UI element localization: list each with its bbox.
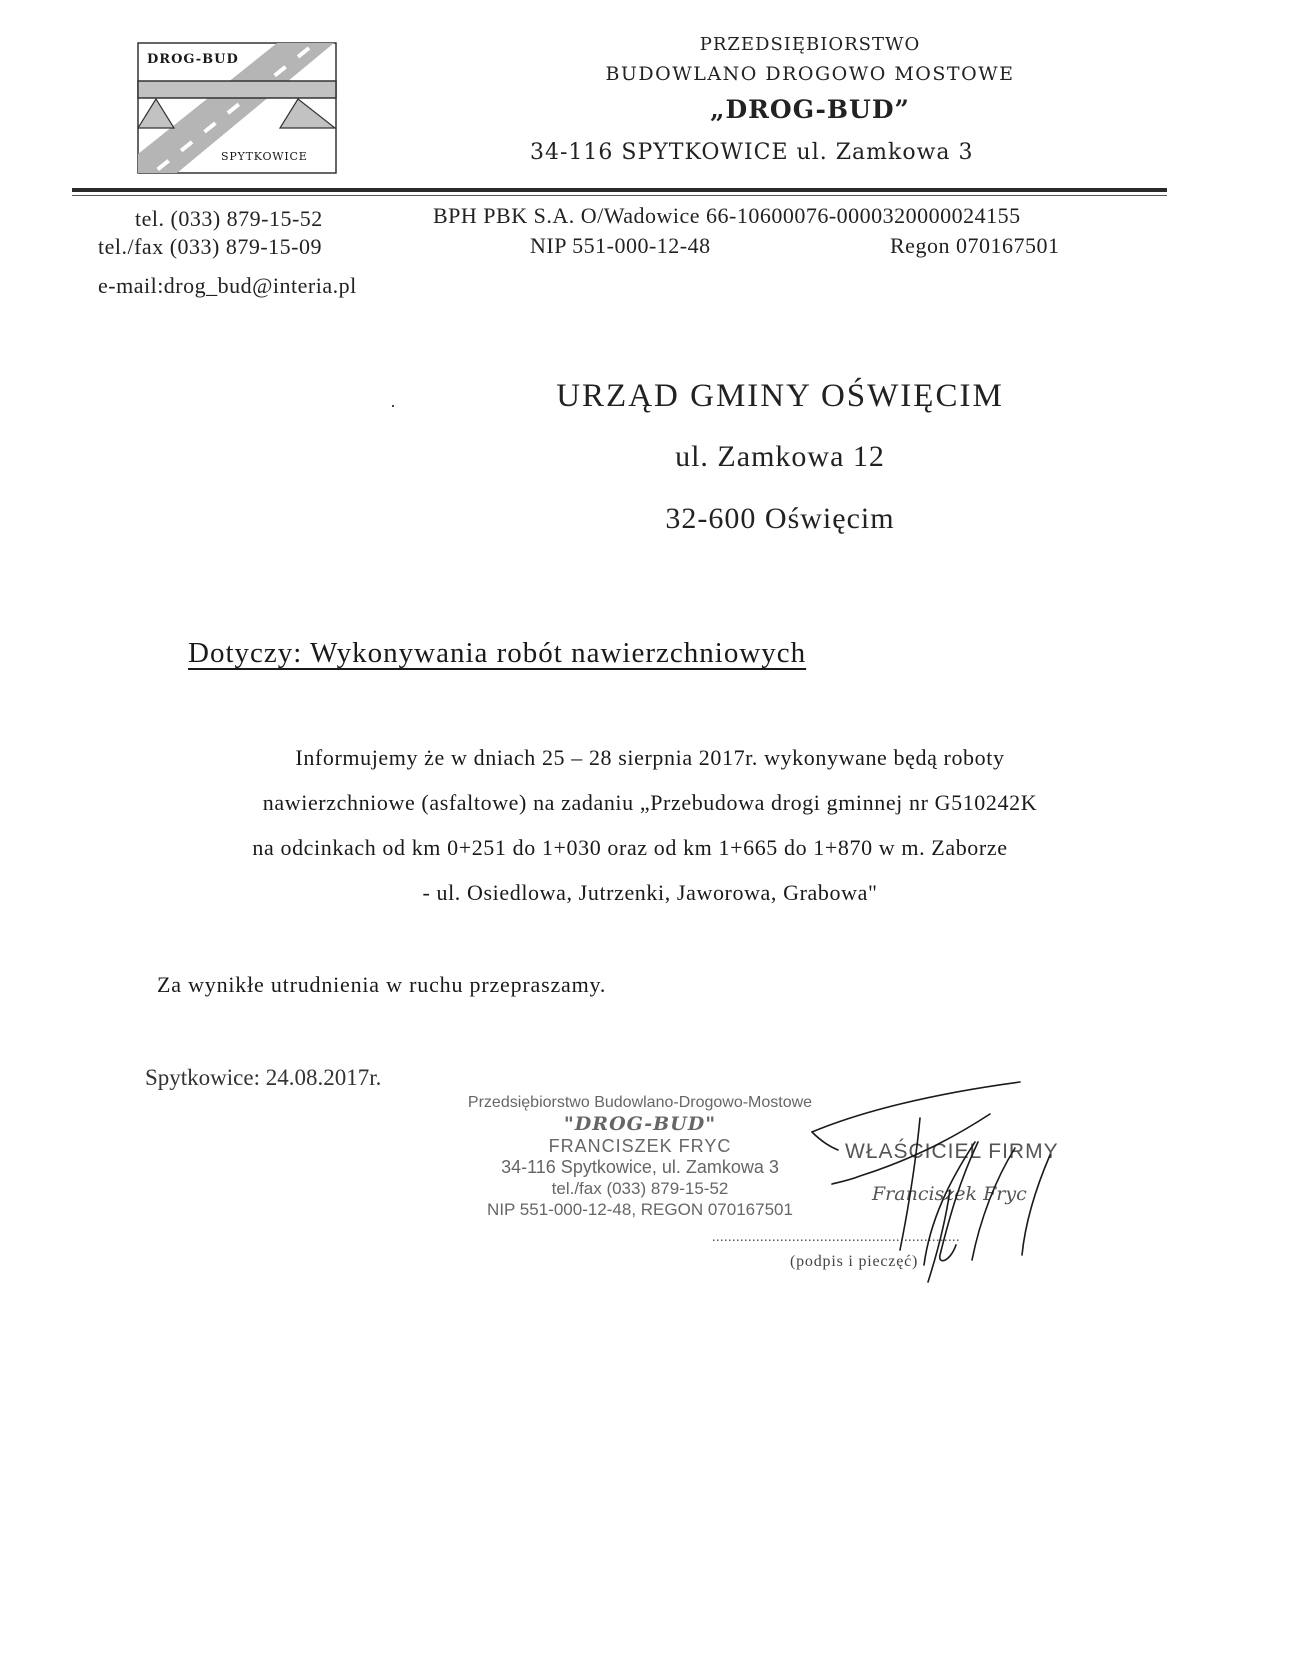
phone: tel. (033) 879-15-52: [135, 206, 323, 231]
recipient-street: ul. Zamkowa 12: [675, 440, 885, 473]
signature-dotted-line: ..............................................................: [712, 1230, 960, 1245]
company-address: 34-116 SPYTKOWICE ul. Zamkowa 3: [530, 140, 974, 165]
apology-text: Za wynikłe utrudnienia w ruchu przepraszamy.: [157, 972, 607, 997]
body-line: Informujemy że w dniach 25 – 28 sierpnia 2017r. wykonywane będą roboty: [295, 745, 1005, 770]
stamp-ids: NIP 551-000-12-48, REGON 070167501: [487, 1200, 793, 1219]
letterhead-line2: BUDOWLANO DROGOWO MOSTOWE: [605, 63, 1015, 85]
logo-bottom-text: SPYTKOWICE: [221, 150, 308, 163]
company-logo: [137, 42, 337, 174]
owner-title-stamp: WŁAŚCICIEL FIRMY: [845, 1140, 1059, 1163]
header-rule-thin: [72, 195, 1167, 196]
regon-number: Regon 070167501: [890, 233, 1060, 258]
logo-top-text: DROG-BUD: [147, 52, 239, 67]
recipient-city: 32-600 Oświęcim: [665, 502, 895, 535]
signature-caption: (podpis i pieczęć): [790, 1253, 919, 1270]
company-name: „DROG-BUD”: [710, 95, 910, 124]
letterhead-line1: PRZEDSIĘBIORSTWO: [699, 34, 921, 55]
recipient-name: URZĄD GMINY OŚWIĘCIM: [556, 378, 1004, 414]
stamp-phone: tel./fax (033) 879-15-52: [551, 1179, 729, 1198]
nip-number: NIP 551-000-12-48: [530, 233, 711, 258]
phone-fax: tel./fax (033) 879-15-09: [98, 234, 322, 259]
place-and-date: Spytkowice: 24.08.2017r.: [145, 1065, 382, 1090]
header-rule-thick: [72, 188, 1167, 192]
owner-name-stamp: Franciszek Fryc: [872, 1183, 1027, 1205]
email: e-mail:drog_bud@interia.pl: [98, 273, 357, 298]
scan-speck: [392, 405, 394, 407]
body-line: na odcinkach od km 0+251 do 1+030 oraz od km 1+665 do 1+870 w m. Zaborze: [252, 835, 1008, 860]
subject-line: Dotyczy: Wykonywania robót nawierzchniowych: [188, 637, 807, 669]
stamp-address: 34-116 Spytkowice, ul. Zamkowa 3: [501, 1157, 779, 1177]
bank-account: BPH PBK S.A. O/Wadowice 66-10600076-0000320000024155: [433, 203, 1021, 228]
body-line: - ul. Osiedlowa, Jutrzenki, Jaworowa, Grabowa": [422, 880, 878, 905]
stamp-owner: FRANCISZEK FRYC: [548, 1136, 732, 1156]
body-line: nawierzchniowe (asfaltowe) na zadaniu „Przebudowa drogi gminnej nr G510242K: [262, 790, 1038, 815]
stamp-line1: Przedsiębiorstwo Budowlano-Drogowo-Mostowe: [467, 1094, 813, 1111]
stamp-company-name: "DROG-BUD": [563, 1113, 717, 1135]
